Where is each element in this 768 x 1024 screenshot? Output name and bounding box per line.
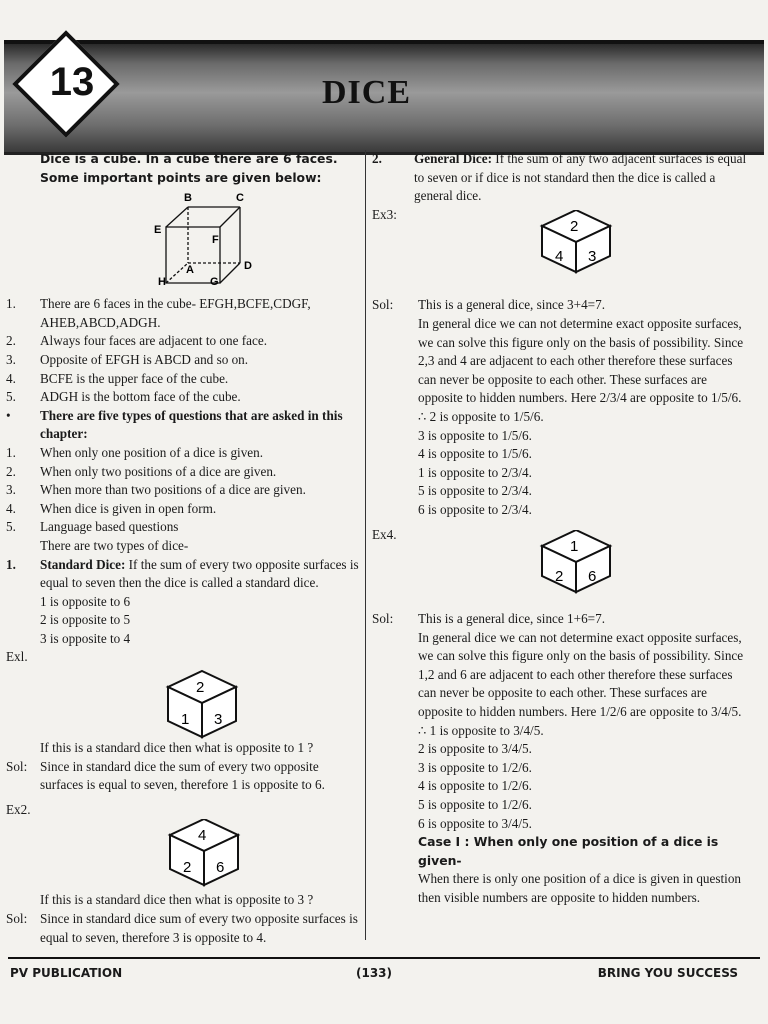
ex4-result-4: 4 is opposite to 1/2/6. [418,778,532,794]
case1-text: When there is only one position of a dice is given in question then visible numbers are opposite to hidden numbers. [418,871,742,905]
ex3-result-3: 4 is opposite to 1/5/6. [418,446,532,462]
cube-label-a: A [186,264,194,277]
point-2: 2. Always four faces are adjacent to one face. [6,333,267,349]
case1-title: Case I : When only one position of a dice is given- [418,834,719,868]
ex3-label: Ex3: [372,206,397,222]
point-5: 5. ADGH is the bottom face of the cube. [6,389,241,405]
point-4: 4. BCFE is the upper face of the cube. [6,370,229,386]
ex2-solution: Sol: Since in standard dice sum of every two opposite surfaces is equal to seven, therefore 3 is opposite to 4. [6,911,358,945]
type-3: 3. When more than two positions of a dice are given. [6,482,306,498]
ex3-solution-body: In general dice we can not determine exact opposite surfaces, we can solve this figure only on the basis of possibility. Since 2,3 and 4 are adjacent to each other therefore these surfaces can never be opposite to each other. These surfaces are opposite to hidden numbers. Here 2/3/4 are opposite to 1/5/6. [418,315,744,406]
cube-label-c: C [236,192,244,205]
ex2-face-left: 2 [183,859,192,877]
ex4-face-right: 6 [588,568,597,586]
ex1-dice [6,667,362,739]
ex4-face-left: 2 [555,568,564,586]
intro-text: Dice is a cube. In a cube there are 6 faces. Some important points are given below: [40,151,338,185]
ex3-face-right: 3 [588,248,597,266]
types-heading: • There are five types of questions that are asked in this chapter: [6,407,343,442]
ex4-result-5: 5 is opposite to 1/2/6. [418,797,532,813]
ex1-label: Exl. [6,649,28,665]
ex2-label: Ex2. [6,801,31,817]
cube-label-f: F [212,234,219,247]
column-divider [365,150,366,940]
ex1-face-top: 2 [196,679,205,697]
standard-dice-definition: 1. Standard Dice: If the sum of every two opposite surfaces is equal to seven then the dice is called a standard dice. [6,556,359,591]
two-types-text: There are two types of dice- [40,537,189,553]
cube-label-d: D [244,260,252,273]
ex2-face-top: 4 [198,827,207,845]
ex3-face-left: 4 [555,248,564,266]
ex4-solution-first: Sol: This is a general dice, since 1+6=7. [372,611,605,627]
type-2: 2. When only two positions of a dice are given. [6,463,277,479]
point-1: 1. There are 6 faces in the cube- EFGH,BCFE,CDGF, AHEB,ABCD,ADGH. [6,296,311,330]
cube-label-g: G [210,276,219,288]
ex4-result-2: 2 is opposite to 3/4/5. [418,741,532,757]
ex4-solution-body: In general dice we can not determine exact opposite surfaces, we can solve this figure only on the basis of possibility. Since 1,2 and 6 are adjacent to each other therefore these surfaces can never be opposite to each other. These surfaces are opposite to hidden numbers. Here 1/2/6 are opposite to 3/4/5. [418,629,744,720]
standard-pair-2: 2 is opposite to 5 [40,612,131,628]
ex3-dice [372,210,748,274]
ex4-result-3: 3 is opposite to 1/2/6. [418,759,532,775]
footer-publisher: PV PUBLICATION [10,966,123,980]
cube-label-h: H [158,276,166,288]
ex3-result-4: 1 is opposite to 2/3/4. [418,464,532,480]
ex4-label: Ex4. [372,526,397,542]
ex4-result-6: 6 is opposite to 3/4/5. [418,815,532,831]
general-dice-definition: 2. General Dice: If the sum of any two adjacent surfaces is equal to seven or if dice is not standard then the dice is called a general dice. [372,151,747,204]
right-column [372,150,748,908]
ex3-result-1: ∴ 2 is opposite to 1/5/6. [418,408,544,424]
footer-rule [8,957,760,959]
type-5: 5. Language based questions [6,519,179,535]
point-3: 3. Opposite of EFGH is ABCD and so on. [6,351,249,367]
ex4-face-top: 1 [570,538,579,556]
ex4-result-1: ∴ 1 is opposite to 3/4/5. [418,722,544,738]
standard-pair-1: 1 is opposite to 6 [40,593,131,609]
ex2-question: If this is a standard dice then what is opposite to 3 ? [40,892,314,908]
page-number: (133) [356,966,393,980]
footer-tagline: BRING YOU SUCCESS [597,966,738,980]
standard-pair-3: 3 is opposite to 4 [40,630,131,646]
ex3-result-2: 3 is opposite to 1/5/6. [418,427,532,443]
cube-label-e: E [154,224,162,237]
cube-figure [6,187,362,287]
ex2-face-right: 6 [216,859,225,877]
type-4: 4. When dice is given in open form. [6,500,217,516]
ex1-question: If this is a standard dice then what is opposite to 1 ? [40,740,314,756]
ex3-face-top: 2 [570,218,579,236]
chapter-title: DICE [322,74,412,111]
ex2-dice [6,819,362,891]
left-column [6,150,362,947]
ex1-solution: Sol: Since in standard dice the sum of every two opposite surfaces is equal to seven, therefore 1 is opposite to 6. [6,758,325,793]
ex1-face-left: 1 [181,711,190,729]
ex4-dice [372,530,748,594]
labelled-cube-diagram [6,187,362,287]
ex3-result-6: 6 is opposite to 2/3/4. [418,501,532,517]
ex3-result-5: 5 is opposite to 2/3/4. [418,483,532,499]
ex1-face-right: 3 [214,711,223,729]
type-1: 1. When only one position of a dice is given. [6,444,264,460]
cube-label-b: B [184,192,192,205]
ex3-solution-first: Sol: This is a general dice, since 3+4=7. [372,297,605,313]
chapter-number: 13 [49,60,95,104]
